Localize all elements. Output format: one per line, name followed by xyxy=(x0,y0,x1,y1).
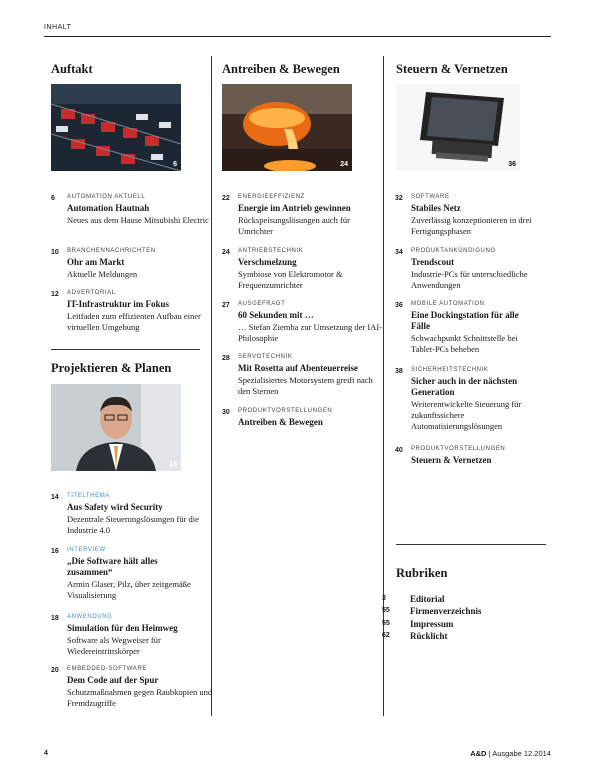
page-number: 6 xyxy=(51,195,55,202)
toc-entry[interactable] xyxy=(51,248,215,280)
entry-description: Leitfaden zum effizienten Aufbau einer virtuellen Umgebung xyxy=(67,311,201,332)
entry-description: Schwachpunkt Schnittstelle bei Tablet-PCs beheben xyxy=(411,333,518,354)
header-rule xyxy=(44,36,551,37)
entry-category: INTERVIEW xyxy=(67,547,106,553)
page-number: 20 xyxy=(51,667,59,674)
entry-description: Rückspeisungslösungen auch für Umrichter xyxy=(238,215,350,236)
page-number: 55 xyxy=(382,607,390,614)
entry-category: SERVOTECHNIK xyxy=(238,354,293,360)
entry-description: Dezentrale Steuerungslösungen für die Industrie 4.0 xyxy=(67,514,199,535)
footer-page-number: 4 xyxy=(44,750,48,757)
entry-category: MOBILE AUTOMATION xyxy=(411,301,485,307)
toc-entry[interactable] xyxy=(395,367,541,432)
steuern-image xyxy=(396,84,520,171)
entry-category: PRODUKTVORSTELLUNGEN xyxy=(411,446,506,452)
toc-entry[interactable] xyxy=(51,666,215,709)
entry-category: AUSGEFRAGT xyxy=(238,301,286,307)
toc-entry[interactable] xyxy=(395,446,551,466)
entry-title: Steuern & Vernetzen xyxy=(411,455,492,465)
entry-description: Spezialisiertes Motorsystem greift nach den Sternen xyxy=(238,375,373,396)
toc-entry[interactable] xyxy=(51,194,215,226)
entry-title: Trendscout xyxy=(411,257,455,267)
page-badge: 6 xyxy=(173,161,177,168)
toc-entry[interactable] xyxy=(222,408,386,428)
entry-title: Mit Rosetta auf Abenteuerreise xyxy=(238,363,359,373)
entry-category: ANWENDUNG xyxy=(67,614,113,620)
rubrik-label: Impressum xyxy=(410,619,454,629)
section-heading-projektieren: Projektieren & Planen xyxy=(51,361,172,375)
footer-magazine: A&D xyxy=(470,749,487,758)
rubrik-item[interactable] xyxy=(382,594,445,604)
rubrik-item[interactable] xyxy=(382,631,448,641)
entry-category: BRANCHENNACHRICHTEN xyxy=(67,248,156,254)
entry-category: AUTOMATION AKTUELL xyxy=(67,194,146,200)
page-number: 22 xyxy=(222,195,230,202)
section-divider xyxy=(51,349,200,350)
footer-separator: | xyxy=(488,749,493,758)
rubrik-item[interactable] xyxy=(382,619,454,629)
page-badge: 16 xyxy=(169,461,177,468)
page-number: 24 xyxy=(222,249,230,256)
section-heading-rubriken: Rubriken xyxy=(396,566,448,580)
entry-title: Verschmelzung xyxy=(238,257,297,267)
page-number: 55 xyxy=(382,620,390,627)
entry-title: 60 Sekunden mit … xyxy=(238,310,314,320)
rubrik-item[interactable] xyxy=(382,606,482,616)
toc-entry[interactable] xyxy=(222,248,386,291)
page-number: 36 xyxy=(395,302,403,309)
page-number: 62 xyxy=(382,632,390,639)
entry-description: Symbiose von Elektromotor & Frequenzumrichter xyxy=(238,269,343,290)
page-number: 38 xyxy=(395,368,403,375)
entry-description: … Stefan Ziemba zur Umsetzung der IAI-Philosophie xyxy=(238,322,382,343)
entry-category: EMBEDDED-SOFTWARE xyxy=(67,666,147,672)
entry-description: Zuverlässig konzeptionieren in drei Fertigungsphasen xyxy=(411,215,532,236)
section-divider xyxy=(396,544,546,545)
page-number: 32 xyxy=(395,195,403,202)
page-number: 10 xyxy=(51,249,59,256)
section-heading-antreiben: Antreiben & Bewegen xyxy=(222,62,340,76)
entry-description: Armin Glaser, Pilz, über zeitgemäße Visualisierung xyxy=(67,579,191,600)
entry-title: Antreiben & Bewegen xyxy=(238,417,323,427)
page-badge: 36 xyxy=(508,161,516,168)
toc-entry[interactable] xyxy=(395,194,551,237)
entry-title: Energie im Antrieb gewinnen xyxy=(238,203,351,213)
page-number: 12 xyxy=(51,291,59,298)
entry-category: SICHERHEITSTECHNIK xyxy=(411,367,489,373)
rubrik-label: Firmenverzeichnis xyxy=(410,606,482,616)
entry-title: Automation Hautnah xyxy=(67,203,150,213)
page-number: 30 xyxy=(222,409,230,416)
entry-category: SOFTWARE xyxy=(411,194,450,200)
entry-category: TITELTHEMA xyxy=(67,493,110,499)
page-number: 16 xyxy=(51,548,59,555)
entry-category: ADVERTORIAL xyxy=(67,290,116,296)
rubrik-label: Rücklicht xyxy=(410,631,448,641)
entry-description: Schutzmaßnahmen gegen Raubkopien und Fremdzugriffe xyxy=(67,687,213,708)
section-heading-auftakt: Auftakt xyxy=(51,62,93,76)
toc-entry[interactable] xyxy=(51,547,215,601)
entry-description: Software als Wegweiser für Wiedereintrittskörper xyxy=(67,635,161,656)
entry-category: PRODUKTVORSTELLUNGEN xyxy=(238,408,333,414)
entry-title: Stabiles Netz xyxy=(411,203,461,213)
entry-title: IT-Infrastruktur im Fokus xyxy=(67,299,170,309)
page-badge: 24 xyxy=(340,161,348,168)
entry-title: Sicher auch in der nächsten Generation xyxy=(411,376,518,397)
entry-title: Dem Code auf der Spur xyxy=(67,675,159,685)
footer-issue-text: Ausgabe 12.2014 xyxy=(492,749,551,758)
page-number: 28 xyxy=(222,355,230,362)
entry-title: Aus Safety wird Security xyxy=(67,502,163,512)
projektieren-image xyxy=(51,384,181,471)
entry-description: Industrie-PCs für unterschiedliche Anwendungen xyxy=(411,269,528,290)
toc-entry[interactable] xyxy=(222,301,386,344)
entry-title: „Die Software hält alles zusammen“ xyxy=(67,556,158,577)
toc-entry[interactable] xyxy=(51,290,215,333)
toc-entry[interactable] xyxy=(222,354,386,397)
entry-category: PRODUKTANKÜNDIGUNG xyxy=(411,248,496,254)
page-number: 34 xyxy=(395,249,403,256)
entry-description: Weiterentwickelte Steuerung für zukunftssichere Automatisierungslösungen xyxy=(411,399,522,431)
page-number: 3 xyxy=(382,595,386,602)
entry-category: ENERGIEEFFIZIENZ xyxy=(238,194,305,200)
entry-description: Aktuelle Meldungen xyxy=(67,269,138,279)
page-number: 27 xyxy=(222,302,230,309)
footer-issue xyxy=(470,749,551,758)
page-number: 40 xyxy=(395,447,403,454)
toc-entry[interactable] xyxy=(395,301,531,355)
entry-title: Ohr am Markt xyxy=(67,257,125,267)
entry-title: Eine Dockingstation für alle Fälle xyxy=(411,310,519,331)
page-number: 14 xyxy=(51,494,59,501)
entry-title: Simulation für den Heimweg xyxy=(67,623,178,633)
toc-entry[interactable] xyxy=(395,248,551,291)
auftakt-image xyxy=(51,84,181,171)
section-heading-steuern: Steuern & Vernetzen xyxy=(396,62,508,76)
header-label: INHALT xyxy=(44,24,72,31)
antreiben-image xyxy=(222,84,352,171)
page-number: 18 xyxy=(51,615,59,622)
toc-entry[interactable] xyxy=(51,614,215,657)
entry-category: ANTRIEBSTECHNIK xyxy=(238,248,304,254)
toc-entry[interactable] xyxy=(222,194,386,237)
entry-description: Neues aus dem Hause Mitsubishi Electric xyxy=(67,215,209,225)
rubrik-label: Editorial xyxy=(410,594,445,604)
toc-entry[interactable] xyxy=(51,493,215,536)
